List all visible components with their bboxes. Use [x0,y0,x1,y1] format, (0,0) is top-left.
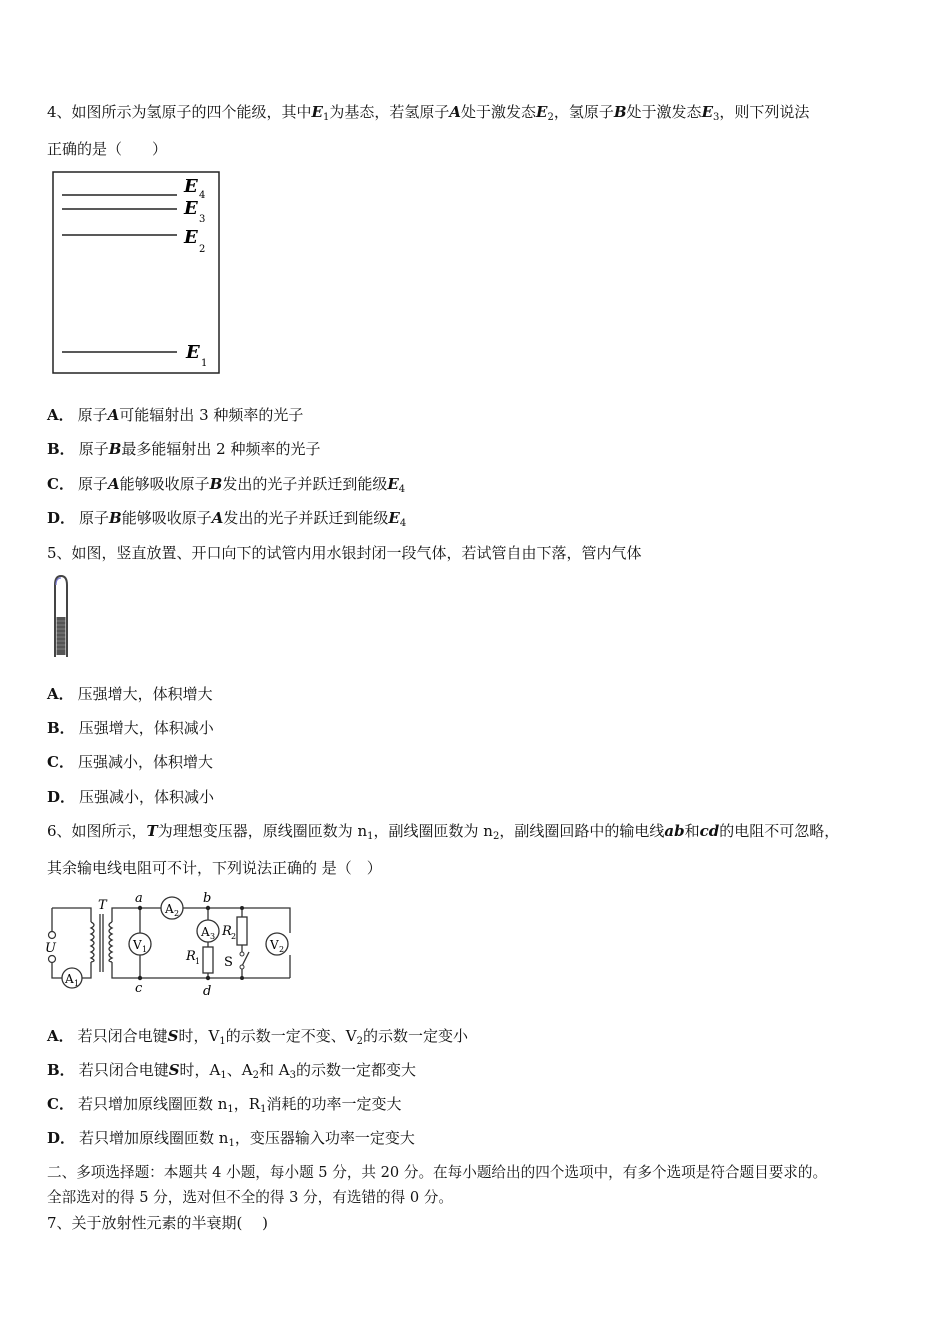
q4-option-a[interactable] [47,405,303,425]
label-e1-sub: 1 [201,358,208,369]
q6-option-a[interactable] [47,1026,468,1052]
q4-e1-sub: 1 [322,112,330,123]
label-b: b [203,891,212,906]
option-atom: A [211,509,224,527]
option-text: 原子 [77,406,108,424]
q4-e2: E [536,103,548,121]
q6-option-d[interactable] [47,1128,415,1154]
q6-wire-cd: cd [699,822,720,840]
secondary-wire-top [112,908,161,922]
option-atom: B [108,440,122,458]
q6-n2-sub: 2 [492,831,500,842]
switch-contact-top [240,952,244,956]
option-sub: 2 [356,1036,363,1047]
q4-text: ，则下列说法 [719,103,810,121]
option-letter: C． [47,1095,74,1113]
label-v2: V [270,938,279,952]
q6-text: 为理想变压器，原线圈匝数为 n [157,822,368,840]
option-letter: B． [47,440,75,458]
option-level: E [387,475,399,493]
option-letter: D． [47,1129,76,1147]
q4-option-d[interactable] [47,508,406,534]
junction-s-bottom [240,976,244,980]
option-text: 和 A [258,1061,290,1079]
option-text: 、A [226,1061,253,1079]
q6-transformer-t: T [146,822,158,840]
option-text: 压强减小，体积增大 [77,753,213,771]
q6-text: 6、如图所示， [47,822,147,840]
junction-r2-top [240,906,244,910]
label-d: d [203,984,212,999]
junction-d [206,976,210,980]
option-text: 的示数一定变小 [362,1027,468,1045]
label-e3-sub: 3 [199,214,206,225]
switch-contact-bottom [240,965,244,969]
option-text: ，变压器输入功率一定变大 [234,1129,415,1147]
transformer-circuit-diagram [44,890,296,1000]
q4-stem-line2: 正确的是（ ） [47,140,168,158]
option-letter: B． [47,719,75,737]
junction-c [138,976,142,980]
label-r1-sub: 1 [195,957,201,966]
q5-stem: 5、如图，竖直放置、开口向下的试管内用水银封闭一段气体，若试管自由下落，管内气体 [47,544,642,562]
option-atom: B [209,475,223,493]
q4-atom-b: B [613,103,627,121]
option-atom: A [107,406,120,424]
q4-option-c[interactable] [47,474,405,500]
option-sub: 1 [228,1138,235,1149]
option-letter: D． [47,788,76,806]
option-text: 可能辐射出 3 种频率的光子 [119,406,304,424]
q5-option-c[interactable] [47,752,213,772]
option-level-sub: 4 [398,484,406,495]
label-e2: E [184,227,198,248]
label-a2: A [165,902,174,916]
junction-b [206,906,210,910]
option-text: 若只增加原线圈匝数 n [77,1095,228,1113]
option-text: ，R [233,1095,261,1113]
label-e4: E [184,176,198,197]
option-text: 若只闭合电键 [77,1027,168,1045]
option-text: 压强减小，体积减小 [79,788,215,806]
q4-atom-a: A [449,103,462,121]
q5-option-a[interactable] [47,684,213,704]
label-e2-sub: 2 [199,244,206,255]
q4-text: 4、如图所示为氢原子的四个能级，其中 [47,103,312,121]
option-letter: C． [47,753,74,771]
option-text: 能够吸收原子 [121,509,212,527]
label-a: a [135,891,143,906]
option-text: 发出的光子并跃迁到能级 [222,475,388,493]
q6-text: ，副线圈匝数为 n [373,822,493,840]
option-sub: 1 [227,1104,234,1115]
q7-stem: 7、关于放射性元素的半衰期( ) [47,1214,269,1232]
option-letter: A． [47,406,74,424]
label-r1: R [186,949,196,964]
q6-wire-ab: ab [664,822,685,840]
primary-coil [91,922,94,962]
label-a3-sub: 3 [210,932,216,941]
label-v1-sub: 1 [142,945,148,954]
label-e3: E [184,198,198,219]
q5-option-d[interactable] [47,787,214,807]
q6-text: 的电阻不可忽略， [719,822,840,840]
label-u: U [45,941,56,956]
option-text: 压强增大，体积增大 [77,685,213,703]
option-text: 时，V [178,1027,220,1045]
energy-level-diagram [50,170,222,376]
option-text: 原子 [77,475,108,493]
q4-text: 处于激发态 [626,103,702,121]
secondary-coil [109,922,112,962]
label-c: c [135,981,143,996]
label-a2-sub: 2 [174,909,180,918]
option-letter: D． [47,509,76,527]
terminal-bottom [49,956,56,963]
q4-e3: E [701,103,713,121]
q4-text: ，氢原子 [553,103,614,121]
option-text: 消耗的功率一定变大 [266,1095,402,1113]
option-sub: 3 [289,1070,296,1081]
q6-stem-line1 [47,821,839,847]
section2-instructions-line2: 全部选对的得 5 分，选对但不全的得 3 分，有选错的得 0 分。 [47,1189,453,1206]
option-letter: C． [47,475,74,493]
secondary-wire-bottom [112,962,290,978]
option-level-sub: 4 [399,518,407,529]
q4-option-b[interactable] [47,439,320,459]
label-s: S [224,955,233,970]
option-letter: A． [47,1027,74,1045]
q4-e3-sub: 3 [713,112,720,123]
option-text: 压强增大，体积减小 [78,719,214,737]
option-level: E [388,509,400,527]
q6-text: ，副线圈回路中的输电线 [499,822,665,840]
label-a1-sub: 1 [74,979,80,988]
q6-option-c[interactable] [47,1094,401,1120]
q4-e2-sub: 2 [547,112,554,123]
q5-option-b[interactable] [47,718,214,738]
primary-wire-bottom [82,962,91,978]
primary-wire-top [52,908,91,922]
option-text: 的示数一定不变、V [225,1027,357,1045]
option-text: 发出的光子并跃迁到能级 [223,509,389,527]
option-sub: 1 [220,1070,227,1081]
q6-stem-line2: 其余输电线电阻可不计，下列说法正确的 是（ ） [47,859,382,877]
resistor-r2 [237,917,247,945]
q6-text: 和 [684,822,700,840]
label-r2: R [222,924,232,939]
option-text: 原子 [78,440,109,458]
option-atom: B [109,509,122,527]
option-sub: 2 [252,1070,259,1081]
section2-instructions-line1: 二、多项选择题：本题共 4 小题，每小题 5 分，共 20 分。在每小题给出的四个选项中，有多个选项是符合题目要求的。 [47,1164,828,1181]
option-text: 时，A [179,1061,221,1079]
option-text: 能够吸收原子 [119,475,210,493]
label-e4-sub: 4 [199,190,206,201]
option-text: 原子 [79,509,110,527]
label-a1: A [65,972,74,986]
option-letter: A． [47,685,74,703]
option-atom: A [107,475,120,493]
q4-stem-line1 [47,102,809,128]
label-v1: V [133,938,142,952]
q4-text: 处于激发态 [461,103,537,121]
junction-a [138,906,142,910]
option-switch: S [168,1061,180,1079]
label-r2-sub: 2 [231,932,237,941]
option-switch: S [167,1027,179,1045]
label-a3: A [201,925,210,939]
label-v2-sub: 2 [279,945,285,954]
terminal-top [49,932,56,939]
label-t: T [98,898,107,913]
option-sub: 1 [219,1036,226,1047]
q4-e1: E [311,103,323,121]
option-text: 若只闭合电键 [78,1061,169,1079]
option-sub: 1 [260,1104,267,1115]
q6-option-b[interactable] [47,1060,416,1086]
label-e1: E [186,342,200,363]
option-text: 的示数一定都变大 [295,1061,416,1079]
test-tube-figure [50,573,74,661]
option-text: 最多能辐射出 2 种频率的光子 [121,440,321,458]
q4-text: 为基态，若氢原子 [329,103,450,121]
option-letter: B． [47,1061,75,1079]
option-text: 若只增加原线圈匝数 n [79,1129,229,1147]
resistor-r1 [203,947,213,973]
q6-n1-sub: 1 [367,831,374,842]
